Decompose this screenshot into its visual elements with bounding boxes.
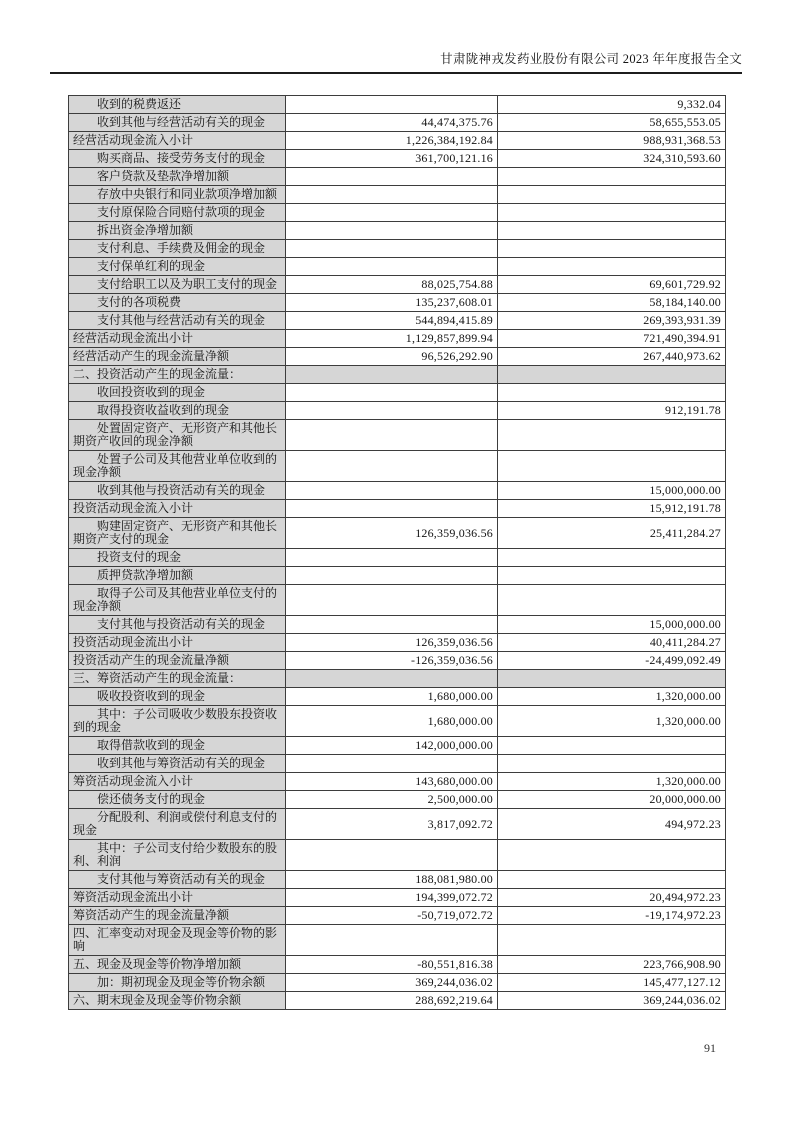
prior-amount: 15,912,191.78	[498, 500, 726, 518]
current-amount: 288,692,219.64	[286, 992, 498, 1010]
current-amount: 143,680,000.00	[286, 773, 498, 791]
current-amount	[286, 585, 498, 616]
row-label: 支付给职工以及为职工支付的现金	[69, 276, 286, 294]
table-row	[69, 168, 726, 186]
table-row	[69, 222, 726, 240]
table-row	[69, 688, 726, 706]
prior-amount	[498, 567, 726, 585]
row-label: 投资活动产生的现金流量净额	[69, 652, 286, 670]
row-label: 取得子公司及其他营业单位支付的现金净额	[69, 585, 286, 616]
prior-amount: 721,490,394.91	[498, 330, 726, 348]
row-label: 购买商品、接受劳务支付的现金	[69, 150, 286, 168]
table-row	[69, 330, 726, 348]
row-label: 质押贷款净增加额	[69, 567, 286, 585]
table-row	[69, 992, 726, 1010]
prior-amount: 20,000,000.00	[498, 791, 726, 809]
row-label: 支付利息、手续费及佣金的现金	[69, 240, 286, 258]
row-label: 经营活动产生的现金流量净额	[69, 348, 286, 366]
prior-amount: 58,184,140.00	[498, 294, 726, 312]
current-amount	[286, 549, 498, 567]
row-label: 筹资活动现金流入小计	[69, 773, 286, 791]
row-label: 客户贷款及垫款净增加额	[69, 168, 286, 186]
current-amount	[286, 402, 498, 420]
table-row	[69, 132, 726, 150]
table-row	[69, 889, 726, 907]
row-label: 收到的税费返还	[69, 96, 286, 114]
row-label: 其中：子公司吸收少数股东投资收到的现金	[69, 706, 286, 737]
prior-amount: 1,320,000.00	[498, 688, 726, 706]
prior-amount: 15,000,000.00	[498, 482, 726, 500]
table-row	[69, 737, 726, 755]
current-amount	[286, 420, 498, 451]
current-amount: 1,129,857,899.94	[286, 330, 498, 348]
row-label: 支付其他与经营活动有关的现金	[69, 312, 286, 330]
prior-amount: 988,931,368.53	[498, 132, 726, 150]
table-row	[69, 706, 726, 737]
prior-amount	[498, 204, 726, 222]
current-amount: 88,025,754.88	[286, 276, 498, 294]
cash-flow-table	[68, 95, 726, 1010]
cash-flow-table-container	[68, 95, 726, 1010]
table-row	[69, 366, 726, 384]
page-header-title: 甘肃陇神戎发药业股份有限公司 2023 年年度报告全文	[50, 52, 742, 74]
row-label: 投资活动现金流入小计	[69, 500, 286, 518]
table-row	[69, 348, 726, 366]
prior-amount	[498, 384, 726, 402]
table-row	[69, 482, 726, 500]
table-row	[69, 974, 726, 992]
table-row	[69, 150, 726, 168]
current-amount: 2,500,000.00	[286, 791, 498, 809]
table-row	[69, 204, 726, 222]
row-label: 吸收投资收到的现金	[69, 688, 286, 706]
current-amount	[286, 96, 498, 114]
row-label: 收到其他与筹资活动有关的现金	[69, 755, 286, 773]
prior-amount	[498, 871, 726, 889]
prior-amount	[498, 585, 726, 616]
current-amount: 135,237,608.01	[286, 294, 498, 312]
current-amount	[286, 366, 498, 384]
prior-amount: 145,477,127.12	[498, 974, 726, 992]
row-label: 收回投资收到的现金	[69, 384, 286, 402]
current-amount	[286, 258, 498, 276]
row-label: 六、期末现金及现金等价物余额	[69, 992, 286, 1010]
table-row	[69, 518, 726, 549]
row-label: 支付的各项税费	[69, 294, 286, 312]
page-number: 91	[704, 1041, 716, 1055]
prior-amount	[498, 737, 726, 755]
prior-amount: 58,655,553.05	[498, 114, 726, 132]
current-amount	[286, 840, 498, 871]
row-label: 存放中央银行和同业款项净增加额	[69, 186, 286, 204]
current-amount	[286, 204, 498, 222]
table-row	[69, 567, 726, 585]
prior-amount: 267,440,973.62	[498, 348, 726, 366]
prior-amount: 912,191.78	[498, 402, 726, 420]
current-amount	[286, 186, 498, 204]
row-label: 支付原保险合同赔付款项的现金	[69, 204, 286, 222]
current-amount: 361,700,121.16	[286, 150, 498, 168]
table-row	[69, 549, 726, 567]
row-label: 拆出资金净增加额	[69, 222, 286, 240]
prior-amount	[498, 755, 726, 773]
row-label: 投资支付的现金	[69, 549, 286, 567]
row-label: 四、汇率变动对现金及现金等价物的影响	[69, 925, 286, 956]
row-label: 经营活动现金流出小计	[69, 330, 286, 348]
current-amount	[286, 925, 498, 956]
prior-amount: -19,174,972.23	[498, 907, 726, 925]
row-label: 支付保单红利的现金	[69, 258, 286, 276]
table-row	[69, 907, 726, 925]
row-label: 取得借款收到的现金	[69, 737, 286, 755]
table-row	[69, 652, 726, 670]
row-label: 经营活动现金流入小计	[69, 132, 286, 150]
row-label: 其中：子公司支付给少数股东的股利、利润	[69, 840, 286, 871]
prior-amount: 69,601,729.92	[498, 276, 726, 294]
table-row	[69, 96, 726, 114]
current-amount	[286, 482, 498, 500]
table-row	[69, 402, 726, 420]
row-label: 三、筹资活动产生的现金流量：	[69, 670, 286, 688]
table-row	[69, 634, 726, 652]
prior-amount	[498, 451, 726, 482]
table-row	[69, 670, 726, 688]
row-label: 处置固定资产、无形资产和其他长期资产收回的现金净额	[69, 420, 286, 451]
table-row	[69, 420, 726, 451]
prior-amount: 1,320,000.00	[498, 773, 726, 791]
prior-amount: 9,332.04	[498, 96, 726, 114]
prior-amount: 20,494,972.23	[498, 889, 726, 907]
prior-amount	[498, 186, 726, 204]
row-label: 支付其他与筹资活动有关的现金	[69, 871, 286, 889]
table-row	[69, 312, 726, 330]
prior-amount	[498, 670, 726, 688]
current-amount: 126,359,036.56	[286, 634, 498, 652]
row-label: 处置子公司及其他营业单位收到的现金净额	[69, 451, 286, 482]
current-amount	[286, 240, 498, 258]
table-row	[69, 840, 726, 871]
current-amount	[286, 384, 498, 402]
prior-amount	[498, 168, 726, 186]
table-row	[69, 616, 726, 634]
table-row	[69, 956, 726, 974]
prior-amount: 15,000,000.00	[498, 616, 726, 634]
prior-amount: 1,320,000.00	[498, 706, 726, 737]
row-label: 投资活动现金流出小计	[69, 634, 286, 652]
table-row	[69, 500, 726, 518]
table-row	[69, 294, 726, 312]
row-label: 支付其他与投资活动有关的现金	[69, 616, 286, 634]
table-row	[69, 925, 726, 956]
current-amount: 188,081,980.00	[286, 871, 498, 889]
prior-amount: 40,411,284.27	[498, 634, 726, 652]
table-row	[69, 114, 726, 132]
prior-amount: 25,411,284.27	[498, 518, 726, 549]
current-amount: 1,226,384,192.84	[286, 132, 498, 150]
current-amount: 194,399,072.72	[286, 889, 498, 907]
table-row	[69, 809, 726, 840]
current-amount: -80,551,816.38	[286, 956, 498, 974]
prior-amount	[498, 420, 726, 451]
current-amount	[286, 670, 498, 688]
row-label: 取得投资收益收到的现金	[69, 402, 286, 420]
current-amount: 96,526,292.90	[286, 348, 498, 366]
current-amount: 126,359,036.56	[286, 518, 498, 549]
row-label: 筹资活动产生的现金流量净额	[69, 907, 286, 925]
prior-amount	[498, 549, 726, 567]
current-amount	[286, 168, 498, 186]
table-row	[69, 755, 726, 773]
prior-amount	[498, 366, 726, 384]
row-label: 偿还债务支付的现金	[69, 791, 286, 809]
prior-amount	[498, 222, 726, 240]
table-row	[69, 276, 726, 294]
row-label: 分配股利、利润或偿付利息支付的现金	[69, 809, 286, 840]
table-row	[69, 258, 726, 276]
current-amount	[286, 755, 498, 773]
current-amount: 544,894,415.89	[286, 312, 498, 330]
table-row	[69, 585, 726, 616]
prior-amount: 494,972.23	[498, 809, 726, 840]
current-amount	[286, 616, 498, 634]
table-row	[69, 451, 726, 482]
prior-amount: 269,393,931.39	[498, 312, 726, 330]
prior-amount: 324,310,593.60	[498, 150, 726, 168]
current-amount: 44,474,375.76	[286, 114, 498, 132]
current-amount: 1,680,000.00	[286, 688, 498, 706]
prior-amount	[498, 840, 726, 871]
row-label: 筹资活动现金流出小计	[69, 889, 286, 907]
table-row	[69, 773, 726, 791]
row-label: 五、现金及现金等价物净增加额	[69, 956, 286, 974]
current-amount: 369,244,036.02	[286, 974, 498, 992]
row-label: 购建固定资产、无形资产和其他长期资产支付的现金	[69, 518, 286, 549]
row-label: 收到其他与投资活动有关的现金	[69, 482, 286, 500]
table-row	[69, 871, 726, 889]
row-label: 加：期初现金及现金等价物余额	[69, 974, 286, 992]
current-amount	[286, 500, 498, 518]
prior-amount	[498, 925, 726, 956]
current-amount: -50,719,072.72	[286, 907, 498, 925]
table-row	[69, 186, 726, 204]
table-body	[69, 96, 726, 1010]
row-label: 二、投资活动产生的现金流量：	[69, 366, 286, 384]
prior-amount: -24,499,092.49	[498, 652, 726, 670]
prior-amount	[498, 258, 726, 276]
current-amount: 3,817,092.72	[286, 809, 498, 840]
current-amount	[286, 222, 498, 240]
prior-amount	[498, 240, 726, 258]
row-label: 收到其他与经营活动有关的现金	[69, 114, 286, 132]
current-amount	[286, 567, 498, 585]
prior-amount: 369,244,036.02	[498, 992, 726, 1010]
current-amount: -126,359,036.56	[286, 652, 498, 670]
table-row	[69, 791, 726, 809]
current-amount: 142,000,000.00	[286, 737, 498, 755]
table-row	[69, 384, 726, 402]
table-row	[69, 240, 726, 258]
current-amount	[286, 451, 498, 482]
prior-amount: 223,766,908.90	[498, 956, 726, 974]
current-amount: 1,680,000.00	[286, 706, 498, 737]
